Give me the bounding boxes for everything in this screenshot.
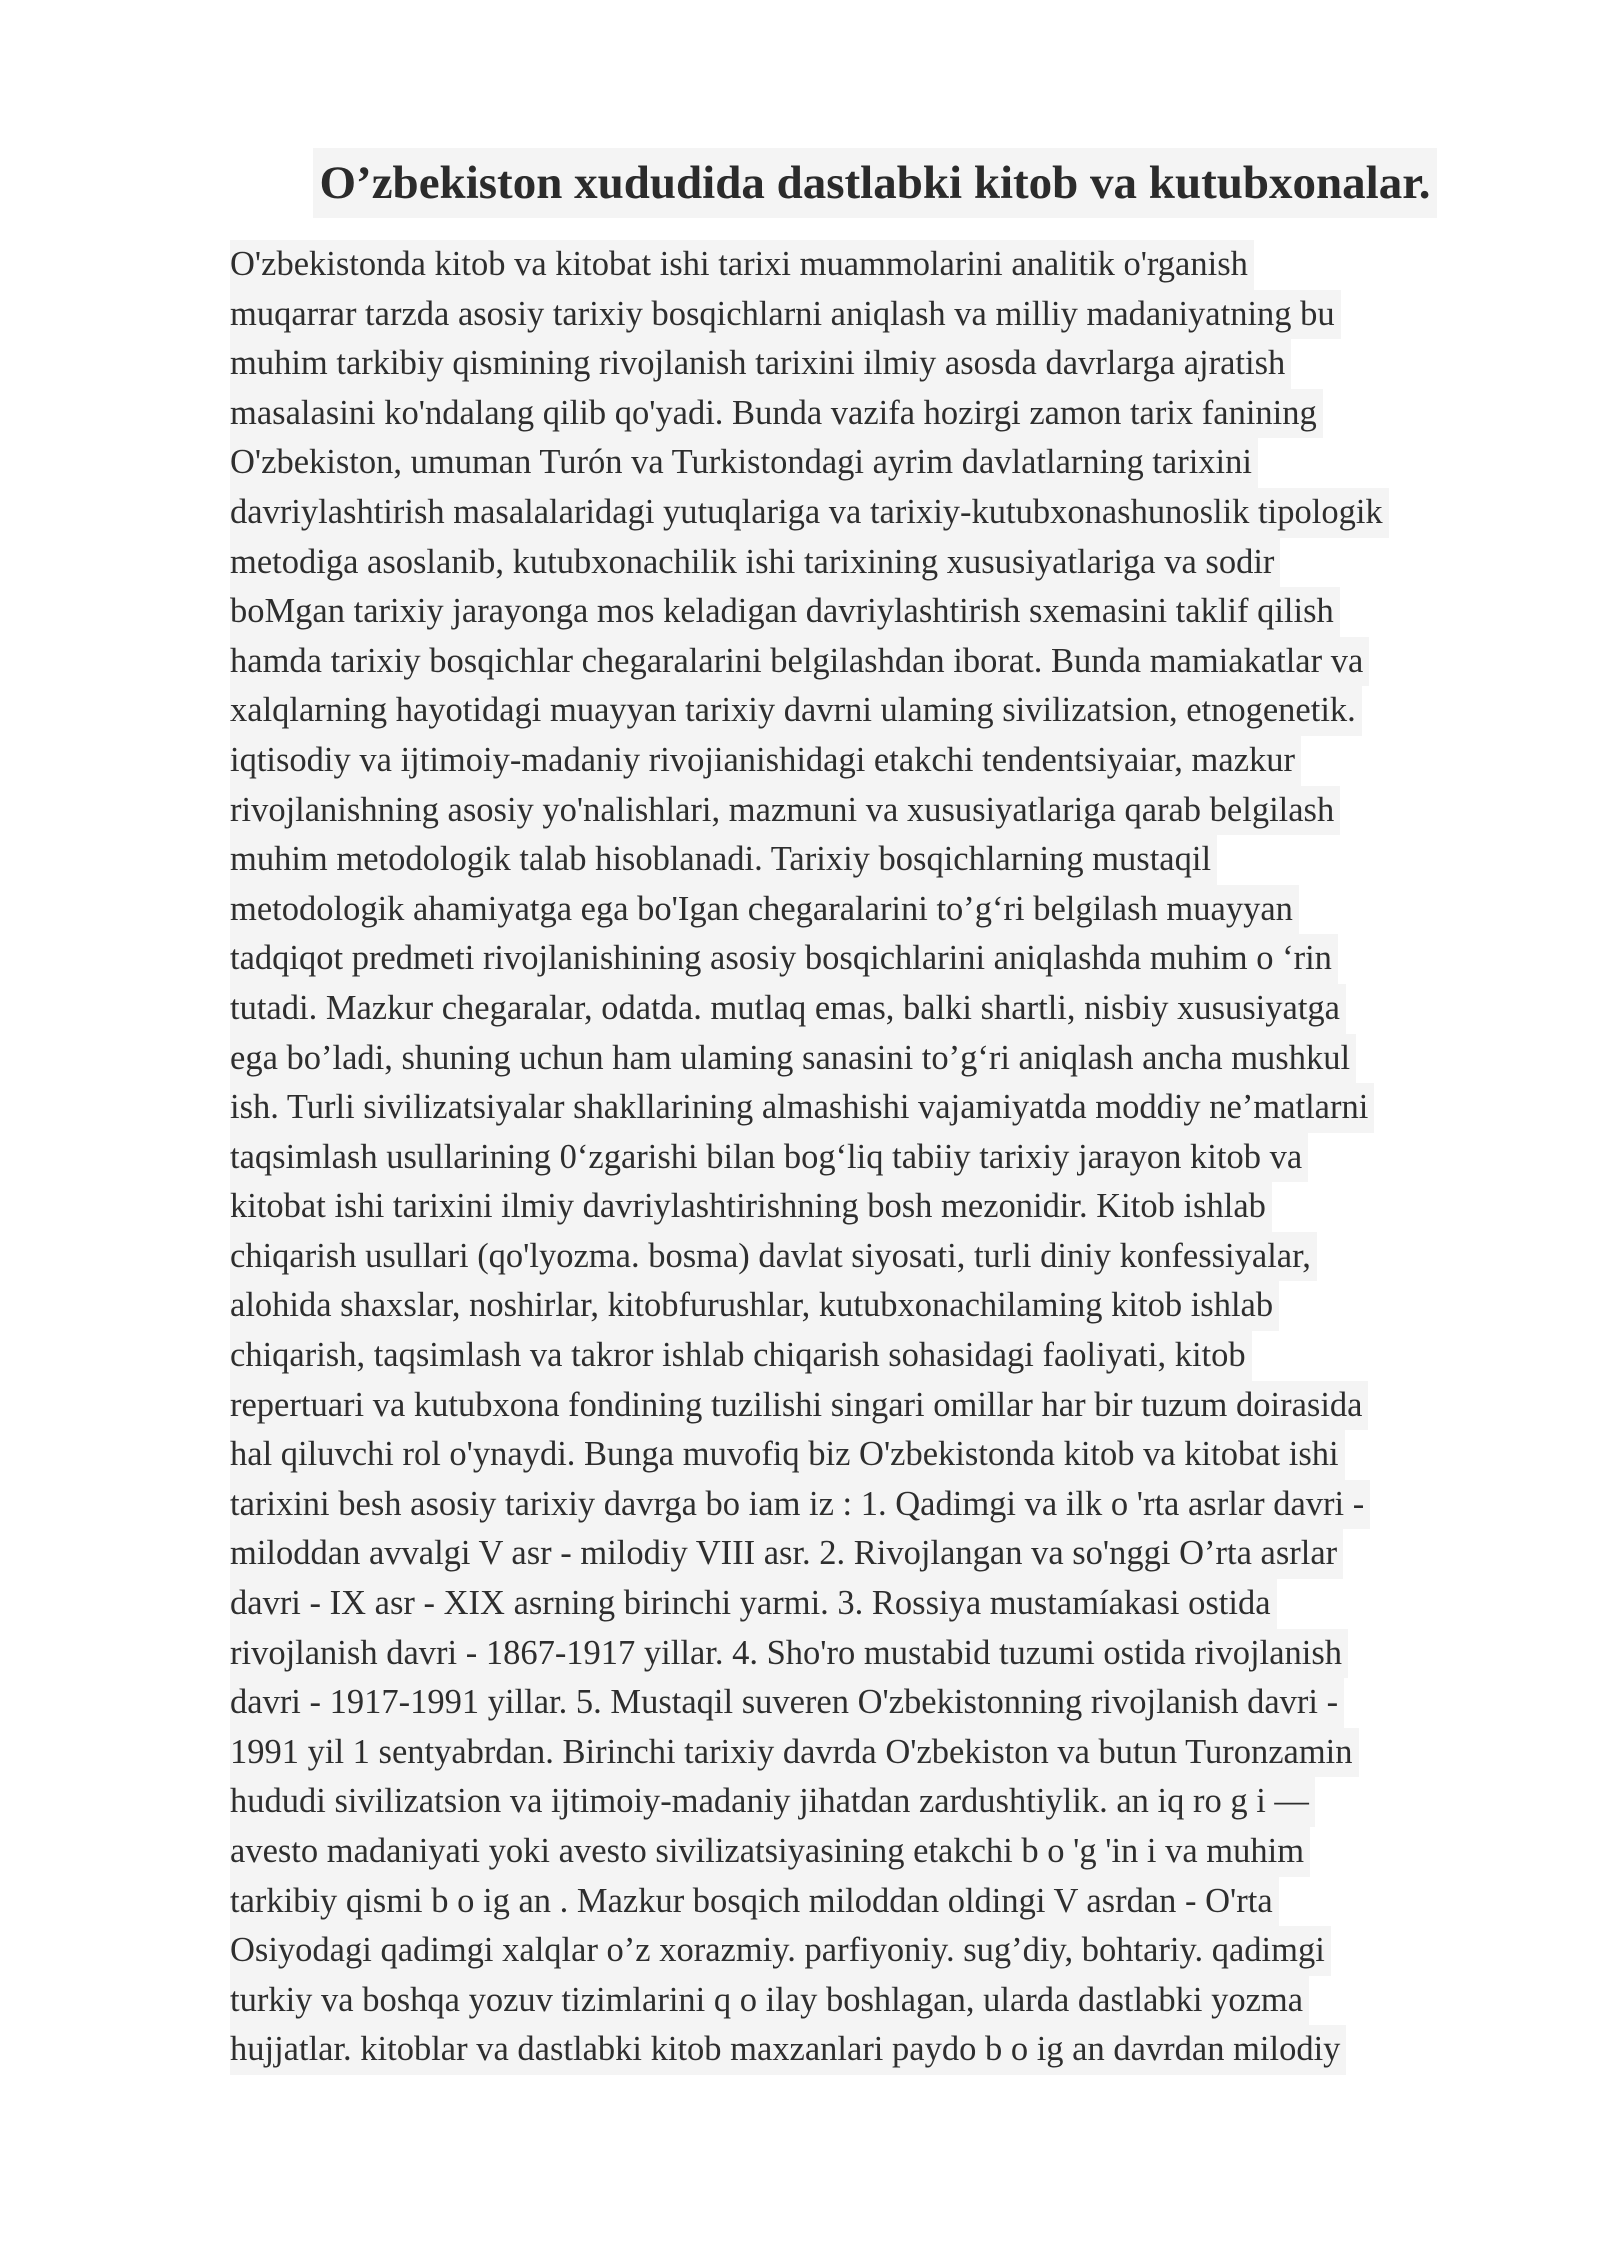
text-line-content: chiqarish usullari (qo'lyozma. bosma) davlat siyosati, turli diniy konfessiyalar, — [230, 1232, 1317, 1282]
document-title: O’zbekiston xududida dastlabki kitob va kutubxonalar. — [313, 148, 1436, 218]
text-line-content: hujjatlar. kitoblar va dastlabki kitob maxzanlari paydo b o ig an davrdan milodiy — [230, 2025, 1346, 2075]
text-line-content: davri - IX asr - XIX asrning birinchi yarmi. 3. Rossiya mustamíakasi ostida — [230, 1579, 1277, 1629]
text-line — [230, 339, 1530, 389]
text-line-content: tarixini besh asosiy tarixiy davrga bo iam iz : 1. Qadimgi va ilk o 'rta asrlar davri - — [230, 1480, 1370, 1530]
text-line-content: davriylashtirish masalalaridagi yutuqlariga va tarixiy-kutubxonashunoslik tipologik — [230, 488, 1389, 538]
text-line-content: tadqiqot predmeti rivojlanishining asosiy bosqichlarini aniqlashda muhim o ‘rin — [230, 934, 1338, 984]
text-line — [230, 1629, 1530, 1679]
text-line-content: muhim metodologik talab hisoblanadi. Tarixiy bosqichlarning mustaqil — [230, 835, 1217, 885]
text-line — [230, 240, 1530, 290]
text-line — [230, 786, 1530, 836]
text-line-content: turkiy va boshqa yozuv tizimlarini q o ilay boshlagan, ularda dastlabki yozma — [230, 1976, 1309, 2026]
text-line — [230, 1777, 1530, 1827]
text-line — [230, 1579, 1530, 1629]
text-line-content: hududi sivilizatsion va ijtimoiy-madaniy jihatdan zardushtiylik. an iq ro g i — — [230, 1777, 1315, 1827]
text-line-content: davri - 1917-1991 yillar. 5. Mustaqil suveren O'zbekistonning rivojlanish davri - — [230, 1678, 1344, 1728]
text-line — [230, 1331, 1530, 1381]
text-line-content: iqtisodiy va ijtimoiy-madaniy rivojianishidagi etakchi tendentsiyaiar, mazkur — [230, 736, 1301, 786]
text-line — [230, 488, 1530, 538]
text-line — [230, 1728, 1530, 1778]
body-paragraph — [230, 240, 1530, 2075]
text-line-content: kitobat ishi tarixini ilmiy davriylashtirishning bosh mezonidir. Kitob ishlab — [230, 1182, 1272, 1232]
text-line-content: boMgan tarixiy jarayonga mos keladigan davriylashtirish sxemasini taklif qilish — [230, 587, 1340, 637]
text-line-content: O'zbekiston, umuman Turón va Turkistondagi ayrim davlatlarning tarixini — [230, 438, 1258, 488]
text-line-content: tutadi. Mazkur chegaralar, odatda. mutlaq emas, balki shartli, nisbiy xususiyatga — [230, 984, 1346, 1034]
text-line-content: miloddan avvalgi V asr - milodiy VIII asr. 2. Rivojlangan va so'nggi O’rta asrlar — [230, 1529, 1343, 1579]
text-line-content: rivojlanishning asosiy yo'nalishlari, mazmuni va xususiyatlariga qarab belgilash — [230, 786, 1340, 836]
text-line — [230, 835, 1530, 885]
text-line — [230, 1034, 1530, 1084]
text-line — [230, 1678, 1530, 1728]
text-line-content: hamda tarixiy bosqichlar chegaralarini belgilashdan iborat. Bunda mamiakatlar va — [230, 637, 1369, 687]
text-line — [230, 637, 1530, 687]
text-line-content: alohida shaxslar, noshirlar, kitobfurushlar, kutubxonachilaming kitob ishlab — [230, 1281, 1279, 1331]
text-line-content: avesto madaniyati yoki avesto sivilizatsiyasining etakchi b o 'g 'in i va muhim — [230, 1827, 1310, 1877]
text-line — [230, 1529, 1530, 1579]
text-line — [230, 1976, 1530, 2026]
text-line-content: muhim tarkibiy qismining rivojlanish tarixini ilmiy asosda davrlarga ajratish — [230, 339, 1291, 389]
text-line-content: repertuari va kutubxona fondining tuzilishi singari omillar har bir tuzum doirasida — [230, 1381, 1368, 1431]
text-line-content: O'zbekistonda kitob va kitobat ishi tarixi muammolarini analitik o'rganish — [230, 240, 1254, 290]
text-line — [230, 587, 1530, 637]
text-line — [230, 1381, 1530, 1431]
text-line — [230, 1083, 1530, 1133]
text-line — [230, 1926, 1530, 1976]
text-line — [230, 1281, 1530, 1331]
text-line — [230, 389, 1530, 439]
text-line-content: masalasini ko'ndalang qilib qo'yadi. Bunda vazifa hozirgi zamon tarix fanining — [230, 389, 1323, 439]
text-line-content: Osiyodagi qadimgi xalqlar o’z xorazmiy. parfiyoniy. sug’diy, bohtariy. qadimgi — [230, 1926, 1331, 1976]
text-line-content: tarkibiy qismi b o ig an . Mazkur bosqich miloddan oldingi V asrdan - O'rta — [230, 1877, 1279, 1927]
text-line — [230, 438, 1530, 488]
text-line — [230, 1133, 1530, 1183]
text-line — [230, 885, 1530, 935]
text-line-content: metodiga asoslanib, kutubxonachilik ishi tarixining xususiyatlariga va sodir — [230, 538, 1280, 588]
text-line — [230, 538, 1530, 588]
text-line-content: 1991 yil 1 sentyabrdan. Birinchi tarixiy davrda O'zbekiston va butun Turonzamin — [230, 1728, 1359, 1778]
text-line — [230, 1827, 1530, 1877]
text-line — [230, 1480, 1530, 1530]
title-container — [0, 148, 1600, 218]
text-line — [230, 2025, 1530, 2075]
text-line-content: xalqlarning hayotidagi muayyan tarixiy davrni ulaming sivilizatsion, etnogenetik. — [230, 686, 1362, 736]
text-line-content: ish. Turli sivilizatsiyalar shakllarining almashishi vajamiyatda moddiy ne’matlarni — [230, 1083, 1374, 1133]
text-line — [230, 686, 1530, 736]
text-line-content: metodologik ahamiyatga ega bo'Igan chegaralarini to’g‘ri belgilash muayyan — [230, 885, 1299, 935]
text-line — [230, 1877, 1530, 1927]
text-line — [230, 984, 1530, 1034]
text-line — [230, 1232, 1530, 1282]
text-line — [230, 1430, 1530, 1480]
text-line-content: taqsimlash usullarining 0‘zgarishi bilan bog‘liq tabiiy tarixiy jarayon kitob va — [230, 1133, 1308, 1183]
text-line-content: ega bo’ladi, shuning uchun ham ulaming sanasini to’g‘ri aniqlash ancha mushkul — [230, 1034, 1356, 1084]
text-line — [230, 290, 1530, 340]
text-line — [230, 934, 1530, 984]
text-line-content: rivojlanish davri - 1867-1917 yillar. 4. Sho'ro mustabid tuzumi ostida rivojlanish — [230, 1629, 1348, 1679]
text-line-content: muqarrar tarzda asosiy tarixiy bosqichlarni aniqlash va milliy madaniyatning bu — [230, 290, 1341, 340]
text-line — [230, 1182, 1530, 1232]
text-line — [230, 736, 1530, 786]
text-line-content: hal qiluvchi rol o'ynaydi. Bunga muvofiq biz O'zbekistonda kitob va kitobat ishi — [230, 1430, 1345, 1480]
text-line-content: chiqarish, taqsimlash va takror ishlab chiqarish sohasidagi faoliyati, kitob — [230, 1331, 1252, 1381]
